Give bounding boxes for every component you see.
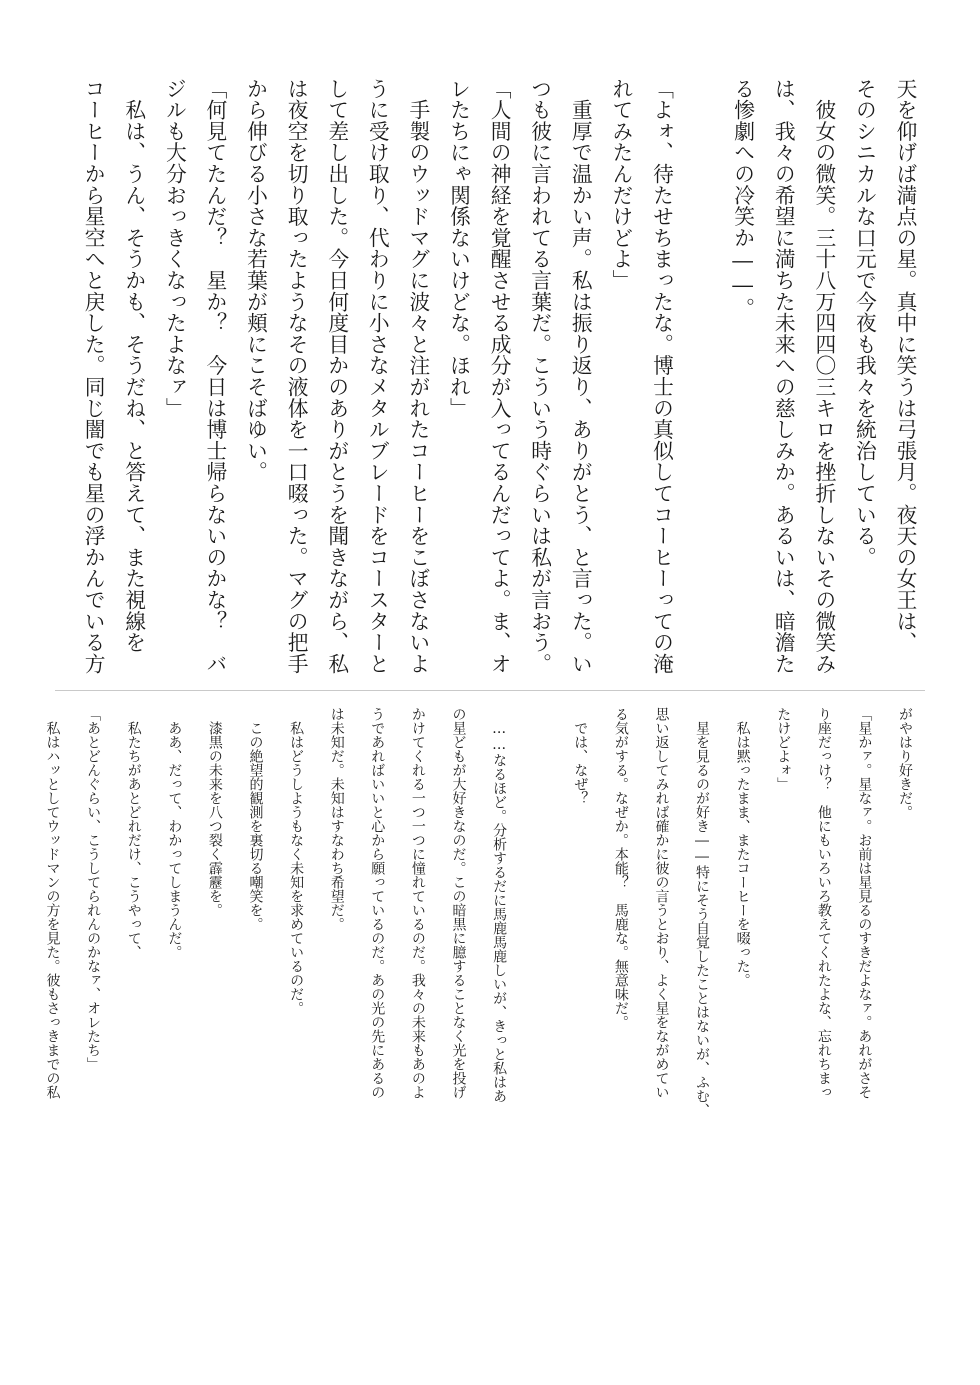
- text-line: ああ、だって、わかってしまうんだ。: [166, 707, 183, 959]
- text-line: 「何見てたんだ？ 星か？ 今日は博士帰らないのかな？ バ: [202, 78, 227, 675]
- lower-text-block: [44, 707, 925, 1315]
- text-line: ジルも大分おっきくなったよなァ」: [162, 78, 187, 419]
- text-line: して差し出した。今日何度目かのありがとうを聞きながら、私: [324, 78, 349, 675]
- text-line: る惨劇への冷笑か――。: [730, 78, 755, 319]
- text-line: がやはり好きだ。: [897, 707, 913, 819]
- text-line: そのシニカルな口元で今夜も我々を統治している。: [852, 78, 877, 568]
- upper-text-block: [55, 78, 925, 674]
- text-line: 重厚で温かい声。私は振り返り、ありがとう、と言った。い: [568, 78, 593, 675]
- text-line: 私はどうしようもなく未知を求めているのだ。: [288, 707, 305, 1015]
- text-line: 私は、うん、そうかも、そうだね、と答えて、また視線を: [121, 78, 146, 654]
- text-line: つも彼に言われてる言葉だ。こういう時ぐらいは私が言おう。: [527, 78, 552, 675]
- text-line: り座だっけ？ 他にもいろいろ教えてくれたよな、忘れちまっ: [815, 707, 832, 1099]
- text-line: は、我々の希望に満ちた未来への慈しみか。あるいは、暗澹た: [771, 78, 796, 675]
- text-line: ……なるほど。分析するだに馬鹿馬鹿しいが、きっと私はあ: [491, 707, 508, 1103]
- text-line: 「星かァ。星なァ。お前は星見るのすきだよなァ。あれがさそ: [856, 707, 873, 1099]
- text-line: うであればいいと心から願っているのだ。あの光の先にあるの: [369, 707, 386, 1099]
- text-line: 私は黙ったまま、またコーヒーを啜った。: [734, 707, 751, 987]
- text-line: 「あとどんぐらい、こうしてられんのかなァ、オレたち」: [85, 707, 102, 1071]
- text-line: は夜空を切り取ったようなその液体を一口啜った。マグの把手: [284, 78, 309, 675]
- text-line: 手製のウッドマグに波々と注がれたコーヒーをこぼさないよ: [405, 78, 430, 675]
- section-divider: [55, 690, 925, 691]
- text-line: 「よォ、待たせちまったな。博士の真似してコーヒーっての淹: [649, 78, 674, 675]
- text-line: たけどよォ」: [775, 707, 792, 791]
- text-line: は未知だ。未知はすなわち希望だ。: [328, 707, 345, 931]
- text-line: る気がする。なぜか。本能？ 馬鹿な。無意味だ。: [612, 707, 629, 1029]
- text-line: 私はハッとしてウッドマンの方を見た。彼もさっきまでの私: [44, 707, 61, 1099]
- text-line: から伸びる小さな若葉が頬にこそばゆい。: [243, 78, 268, 483]
- text-line: コーヒーから星空へと戻した。同じ闇でも星の浮かんでいる方: [81, 78, 106, 675]
- text-line: 「人間の神経を覚醒させる成分が入ってるんだってよ。ま、オ: [487, 78, 512, 675]
- text-line: では、なぜ？: [572, 707, 589, 805]
- text-line: この絶望的観測を裏切る嘲笑を。: [247, 707, 264, 931]
- text-line: 星を見るのが好き――特にそう自覚したことはないが、ふむ、: [694, 707, 711, 1117]
- text-line: 思い返してみれば確かに彼の言うとおり、よく星をながめてい: [653, 707, 670, 1099]
- text-line: 漆黒の未来を八つ裂く霹靂を。: [206, 707, 223, 917]
- text-line: 私たちがあとどれだけ、こうやって、: [125, 707, 142, 959]
- text-line: かけてくれる一つ一つに憧れているのだ。我々の未来もあのよ: [409, 707, 426, 1099]
- text-line: うに受け取り、代わりに小さなメタルブレードをコースターと: [365, 78, 390, 675]
- text-line: の星どもが大好きなのだ。この暗黒に臆することなく光を投げ: [450, 707, 467, 1099]
- text-line: 彼女の微笑。三十八万四四〇三キロを挫折しないその微笑み: [811, 78, 836, 675]
- text-line: レたちにゃ関係ないけどな。ほれ」: [446, 78, 471, 419]
- text-line: れてみたんだけどよ」: [608, 78, 633, 291]
- text-line: 天を仰げば満点の星。真中に笑うは弓張月。夜天の女王は、: [893, 78, 917, 654]
